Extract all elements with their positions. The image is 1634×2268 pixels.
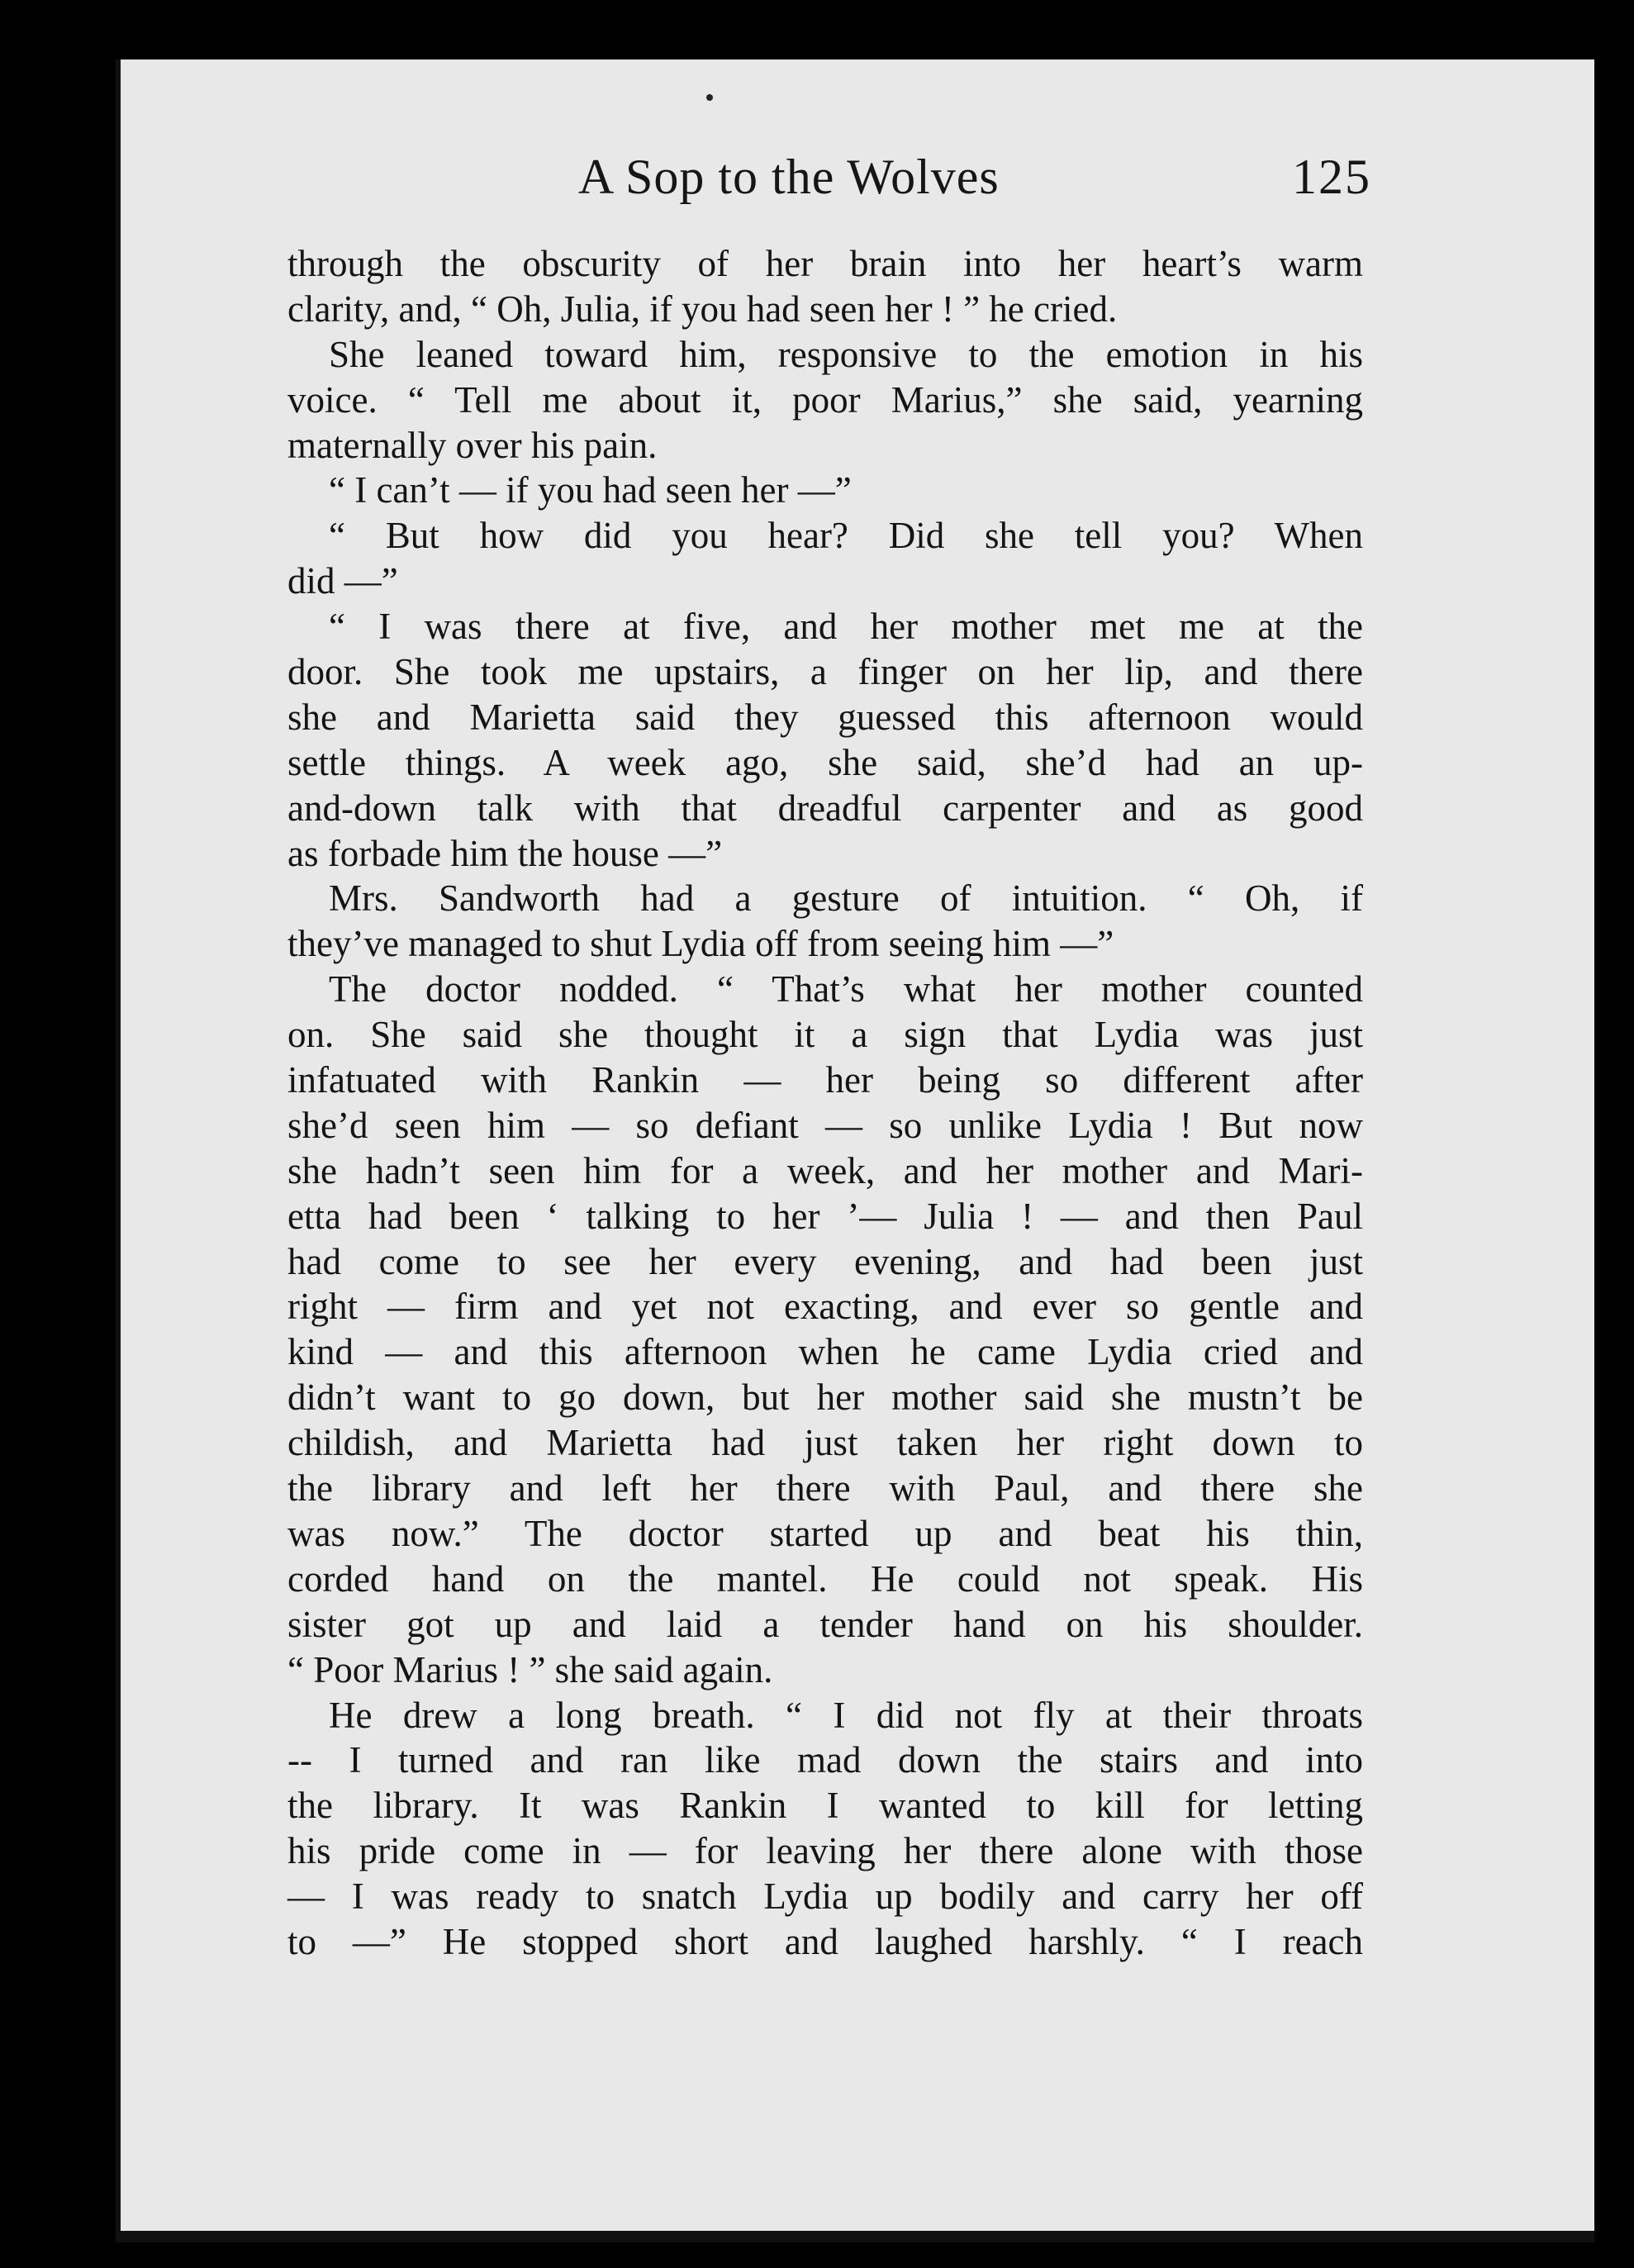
text-line: “ I was there at five, and her mother met me at the xyxy=(329,606,1363,648)
text-line: corded hand on the mantel. He could not speak. His xyxy=(287,1557,1363,1600)
ink-speck xyxy=(706,94,713,101)
text-line: maternally over his pain. xyxy=(287,424,658,466)
text-line: she’d seen him — so defiant — so unlike Lydia ! But now xyxy=(287,1104,1363,1146)
text-line: the library and left her there with Paul, and there she xyxy=(287,1467,1363,1510)
text-line: Mrs. Sandworth had a gesture of intuition. “ Oh, if xyxy=(329,877,1363,920)
text-line: she and Marietta said they guessed this afternoon would xyxy=(287,696,1363,738)
text-line: had come to see her every evening, and had been just xyxy=(287,1240,1363,1282)
body-text xyxy=(287,241,1363,1965)
text-line: was now.” The doctor started up and beat his thin, xyxy=(287,1512,1363,1554)
page-bottom-edge xyxy=(116,2231,1594,2242)
text-line: childish, and Marietta had just taken her right down to xyxy=(287,1422,1363,1464)
text-line: to —” He stopped short and laughed harshly. “ I reach xyxy=(287,1920,1363,1962)
running-title: A Sop to the Wolves xyxy=(578,150,1000,204)
text-line: etta had been ‘ talking to her ’— Julia ! — and then Paul xyxy=(287,1195,1363,1237)
text-line: the library. It was Rankin I wanted to kill for letting xyxy=(287,1785,1363,1827)
text-line: infatuated with Rankin — her being so different after xyxy=(287,1059,1363,1101)
text-line: -- I turned and ran like mad down the stairs and into xyxy=(287,1739,1363,1781)
text-line: “ I can’t — if you had seen her —” xyxy=(329,469,852,511)
running-head xyxy=(578,149,1371,206)
page-number: 125 xyxy=(1292,150,1371,204)
text-line: on. She said she thought it a sign that Lydia was just xyxy=(287,1014,1363,1056)
text-line: kind — and this afternoon when he came Lydia cried and xyxy=(287,1331,1363,1373)
text-line: his pride come in — for leaving her there alone with those xyxy=(287,1830,1363,1872)
text-line: and-down talk with that dreadful carpenter and as good xyxy=(287,787,1363,829)
text-line: as forbade him the house —” xyxy=(287,832,723,874)
text-line: settle things. A week ago, she said, she’d had an up- xyxy=(287,741,1363,783)
text-line: voice. “ Tell me about it, poor Marius,” she said, yearning xyxy=(287,378,1363,421)
text-line: she hadn’t seen him for a week, and her mother and Mari- xyxy=(287,1149,1363,1191)
text-line: “ But how did you hear? Did she tell you? When xyxy=(329,515,1363,557)
text-line: He drew a long breath. “ I did not fly at their throats xyxy=(329,1694,1363,1736)
text-line: right — firm and yet not exacting, and ever so gentle and xyxy=(287,1286,1363,1328)
text-line: didn’t want to go down, but her mother said she mustn’t be xyxy=(287,1376,1363,1419)
text-line: “ Poor Marius ! ” she said again. xyxy=(287,1648,773,1690)
text-line: clarity, and, “ Oh, Julia, if you had seen her ! ” he cried. xyxy=(287,288,1118,330)
text-line: door. She took me upstairs, a finger on her lip, and there xyxy=(287,651,1363,693)
text-line: She leaned toward him, responsive to the emotion in his xyxy=(329,333,1363,375)
text-line: The doctor nodded. “ That’s what her mother counted xyxy=(329,968,1363,1010)
text-line: sister got up and laid a tender hand on his shoulder. xyxy=(287,1603,1363,1645)
text-line: — I was ready to snatch Lydia up bodily and carry her off xyxy=(287,1876,1363,1918)
text-line: they’ve managed to shut Lydia off from seeing him —” xyxy=(287,923,1114,965)
text-line: did —” xyxy=(287,560,398,602)
text-line: through the obscurity of her brain into her heart’s warm xyxy=(287,243,1363,284)
